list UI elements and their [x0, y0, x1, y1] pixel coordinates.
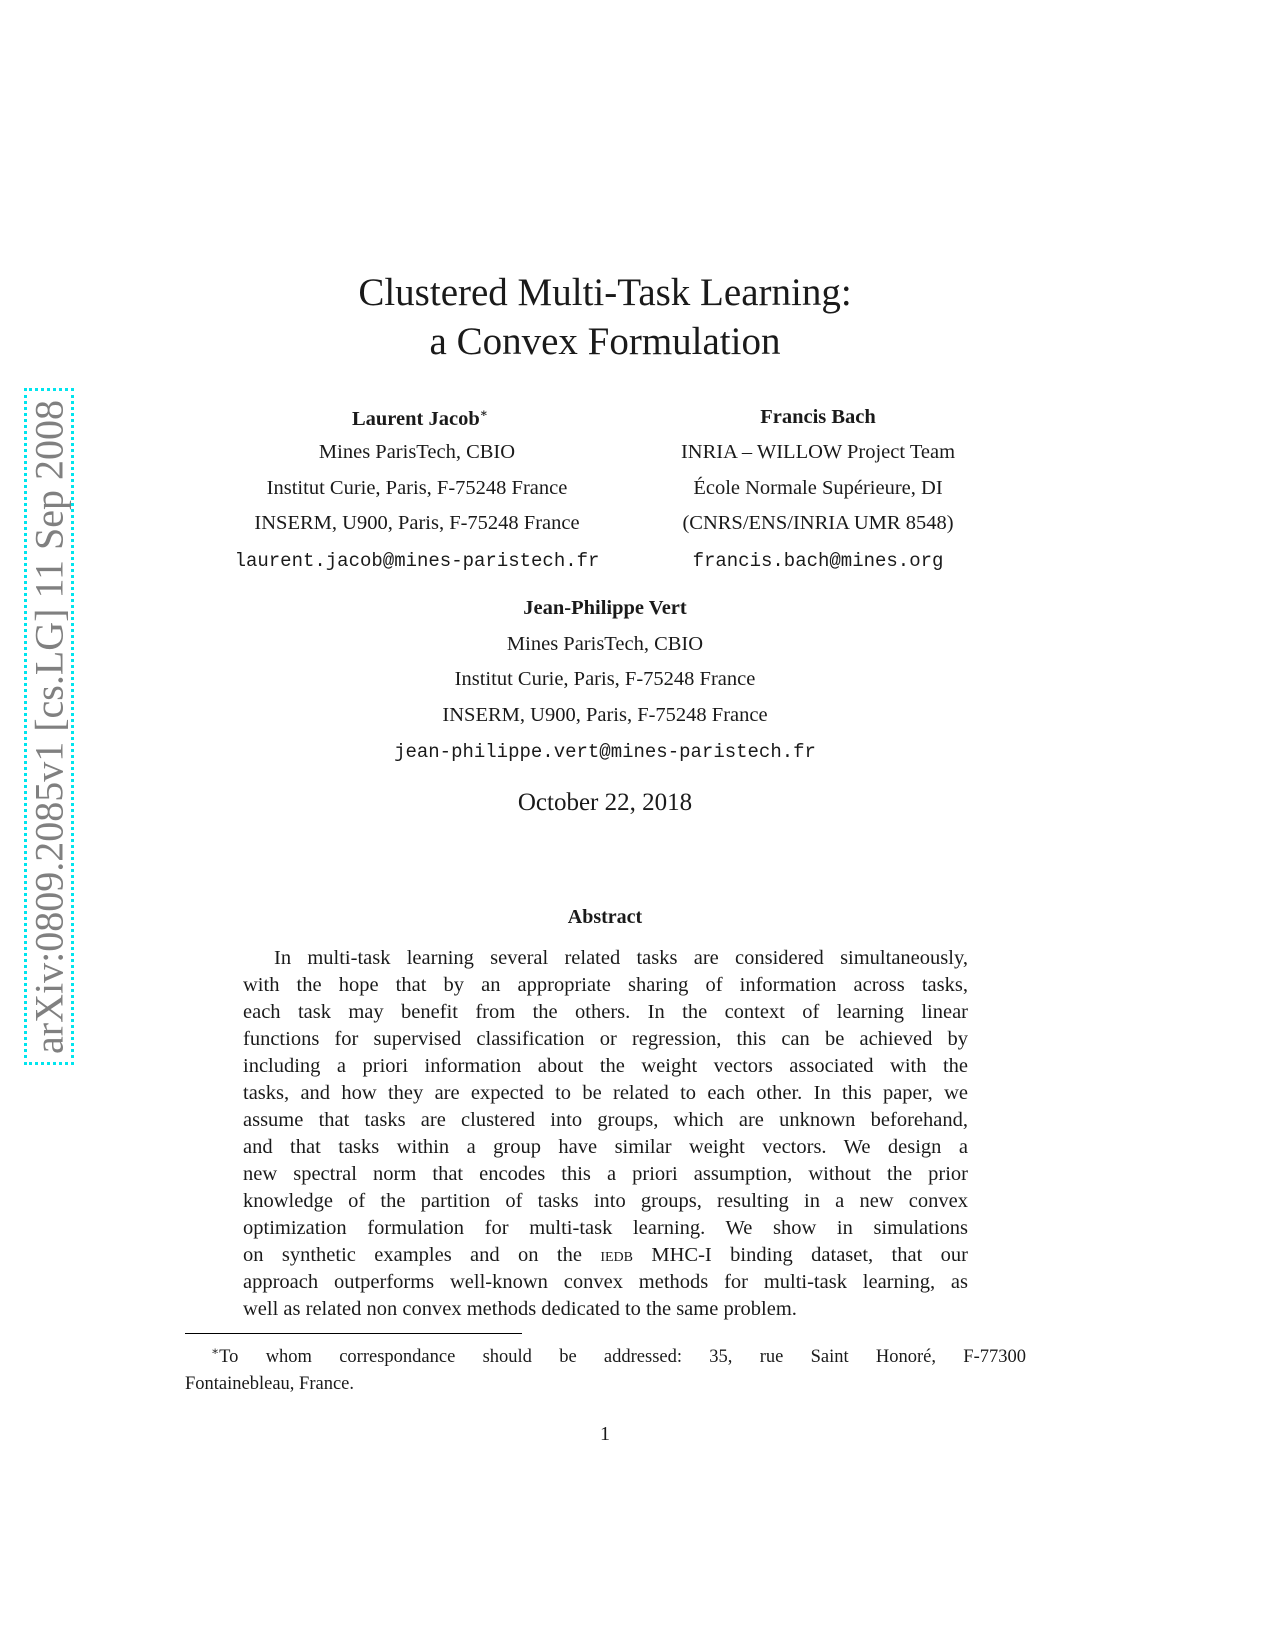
footnote-mark: ∗ — [211, 1344, 220, 1358]
abstract-line: and that tasks within a group have similar weight vectors. We design a — [243, 1136, 968, 1158]
footnote-mark: ∗ — [479, 406, 489, 420]
author-affiliation: INRIA – WILLOW Project Team — [680, 441, 956, 463]
author-name — [352, 407, 488, 429]
abstract-body — [243, 945, 968, 1323]
abstract-heading: Abstract — [567, 906, 643, 928]
abstract-line: optimization formulation for multi-task learning. We show in simulations — [243, 1217, 968, 1239]
author-affiliation: Institut Curie, Paris, F-75248 France — [266, 477, 568, 499]
author-affiliation: INSERM, U900, Paris, F-75248 France — [254, 512, 580, 534]
author-affiliation: École Normale Supérieure, DI — [693, 477, 943, 499]
abstract-line: each task may benefit from the others. In the context of learning linear — [243, 1001, 968, 1023]
abstract-line: well as related non convex methods dedicated to the same problem. — [243, 1298, 797, 1320]
footnote-line: To whom correspondance should be addressed: 35, rue Saint Honoré, F-77300 — [219, 1347, 1026, 1368]
abstract-line: including a priori information about the weight vectors associated with the — [243, 1055, 968, 1077]
abstract-line: tasks, and how they are expected to be related to each other. In this paper, we — [243, 1082, 968, 1104]
arxiv-identifier: arXiv:0809.2085v1 [cs.LG] 11 Sep 2008 — [26, 399, 72, 1054]
abstract-line: knowledge of the partition of tasks into groups, resulting in a new convex — [243, 1190, 968, 1212]
dataset-name: iedb — [600, 1244, 634, 1266]
abstract-line: In multi-task learning several related tasks are considered simultaneously, — [274, 947, 968, 969]
abstract-line: assume that tasks are clustered into groups, which are unknown beforehand, — [243, 1109, 968, 1131]
footnote-rule — [185, 1333, 522, 1334]
author-affiliation: Mines ParisTech, CBIO — [506, 633, 704, 655]
author-email[interactable]: jean-philippe.vert@mines-paristech.fr — [394, 741, 816, 763]
page-number: 1 — [600, 1423, 610, 1445]
title-line-1: Clustered Multi-Task Learning: — [358, 271, 852, 314]
arxiv-stamp — [24, 388, 74, 1065]
author-affiliation: INSERM, U900, Paris, F-75248 France — [442, 704, 768, 726]
abstract-line: on synthetic examples and on the iedb MHC-I binding dataset, that our — [243, 1244, 969, 1266]
author-affiliation: Mines ParisTech, CBIO — [318, 441, 516, 463]
footnote-line: Fontainebleau, France. — [185, 1374, 355, 1395]
date: October 22, 2018 — [517, 789, 693, 816]
footnote — [185, 1338, 1026, 1398]
author-name-text: Laurent Jacob — [351, 407, 480, 430]
abstract-line: new spectral norm that encodes this a priori assumption, without the prior — [243, 1163, 968, 1185]
title-line-2: a Convex Formulation — [429, 320, 781, 363]
author-affiliation: (CNRS/ENS/INRIA UMR 8548) — [682, 512, 954, 534]
abstract-line: functions for supervised classification or regression, this can be achieved by — [243, 1028, 968, 1050]
author-name: Francis Bach — [760, 406, 876, 428]
author-email[interactable]: laurent.jacob@mines-paristech.fr — [234, 550, 600, 572]
author-email[interactable]: francis.bach@mines.org — [692, 550, 944, 572]
author-affiliation: Institut Curie, Paris, F-75248 France — [454, 668, 756, 690]
author-name: Jean-Philippe Vert — [523, 597, 687, 619]
abstract-line: approach outperforms well-known convex methods for multi-task learning, as — [243, 1271, 968, 1293]
abstract-line: with the hope that by an appropriate sharing of information across tasks, — [243, 974, 968, 996]
